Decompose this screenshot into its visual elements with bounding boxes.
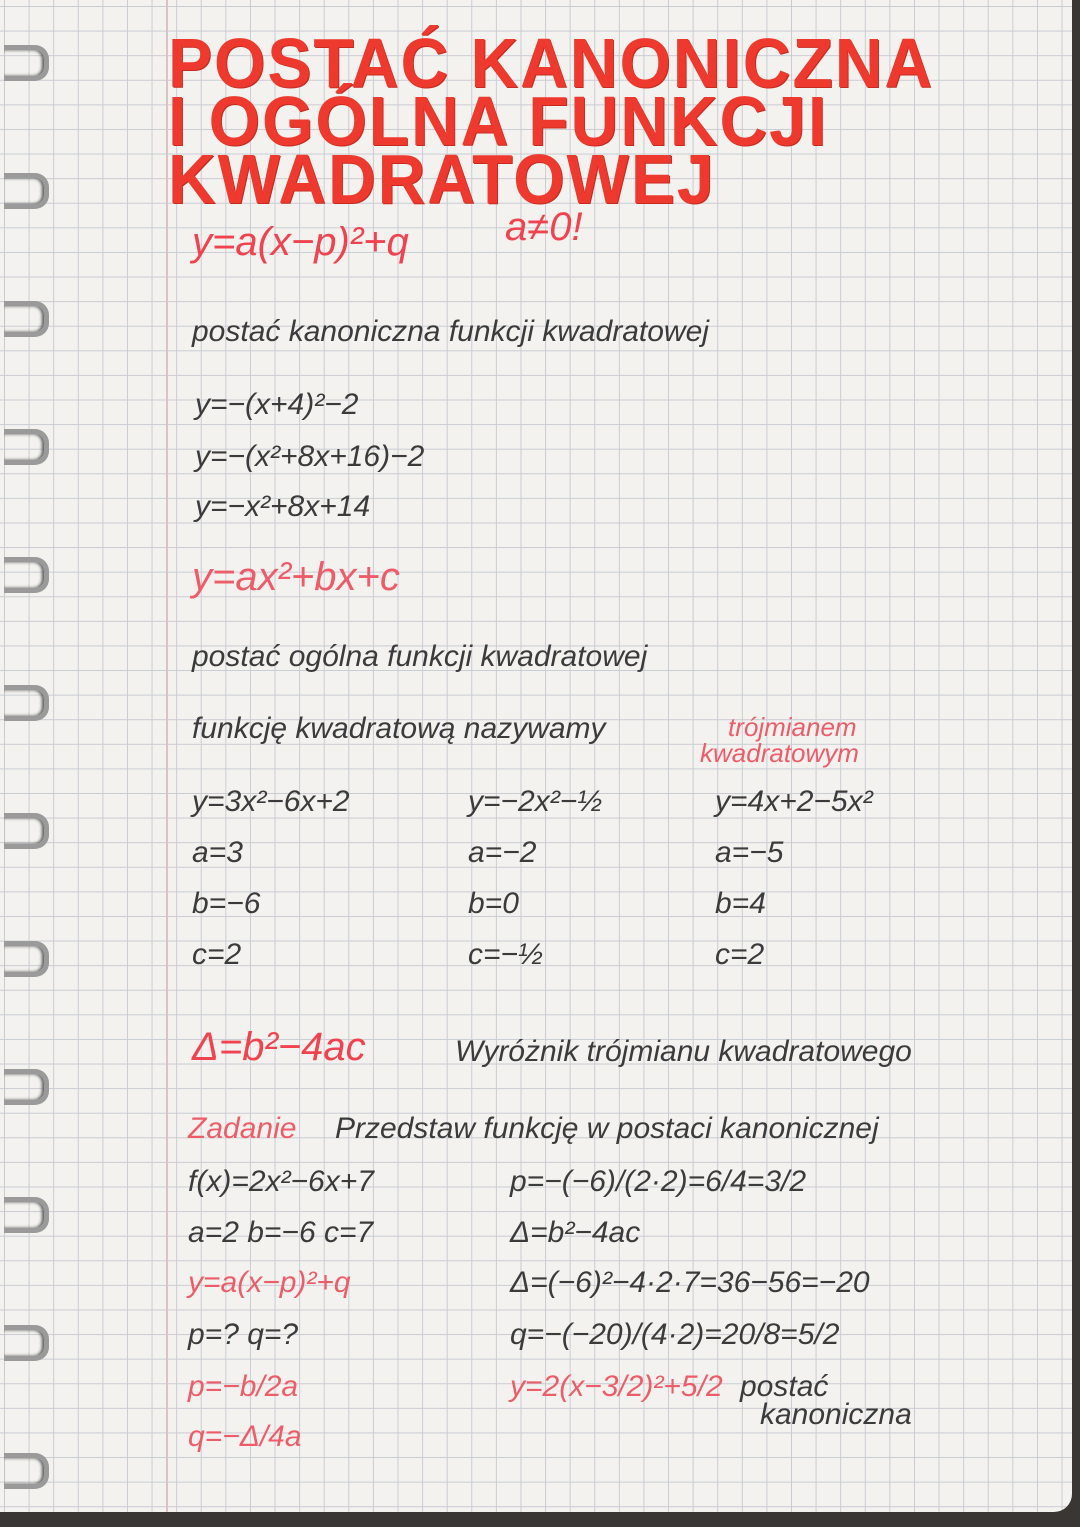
example-2-a: a=−2 xyxy=(468,836,537,869)
delta-formula: Δ=b²−4ac xyxy=(192,1025,366,1069)
canonical-example-3: y=−x²+8x+14 xyxy=(195,490,371,523)
spiral-ring xyxy=(4,813,49,849)
example-2-c: c=−½ xyxy=(468,938,544,971)
canonical-formula: y=a(x−p)²+q xyxy=(192,220,409,264)
title-line-2: I OGÓLNA FUNKCJI xyxy=(168,82,829,160)
example-1-a: a=3 xyxy=(192,836,243,869)
example-1-function: y=3x²−6x+2 xyxy=(192,785,350,818)
general-label: postać ogólna funkcji kwadratowej xyxy=(192,640,648,673)
task-q-formula: q=−Δ/4a xyxy=(188,1420,302,1453)
spiral-ring xyxy=(4,429,49,465)
task-result: y=2(x−3/2)²+5/2 xyxy=(510,1370,723,1403)
title-line-1: POSTAĆ KANONICZNA xyxy=(168,24,935,102)
example-2-function: y=−2x²−½ xyxy=(468,785,603,818)
example-1-c: c=2 xyxy=(192,938,242,971)
margin-line xyxy=(166,0,168,1512)
spiral-ring xyxy=(4,941,49,977)
example-3-b: b=4 xyxy=(715,887,766,920)
task-function: f(x)=2x²−6x+7 xyxy=(188,1165,374,1198)
task-result-label-2: kanoniczna xyxy=(760,1398,912,1431)
task-canonical-formula: y=a(x−p)²+q xyxy=(188,1266,351,1299)
task-delta-formula: Δ=b²−4ac xyxy=(510,1216,641,1249)
task-unknowns: p=? q=? xyxy=(188,1318,299,1351)
task-q-calc: q=−(−20)/(4·2)=20/8=5/2 xyxy=(510,1318,840,1351)
task-delta-calc: Δ=(−6)²−4·2·7=36−56=−20 xyxy=(510,1266,870,1299)
title-line-3: KWADRATOWEJ xyxy=(168,140,716,218)
spiral-ring xyxy=(4,1197,49,1233)
spiral-ring xyxy=(4,685,49,721)
task-p-formula: p=−b/2a xyxy=(188,1370,299,1403)
spiral-ring xyxy=(4,557,49,593)
spiral-ring xyxy=(4,45,49,81)
task-heading: Zadanie xyxy=(188,1112,297,1145)
task-p-calc: p=−(−6)/(2·2)=6/4=3/2 xyxy=(510,1165,807,1198)
example-3-function: y=4x+2−5x² xyxy=(715,785,873,818)
task-result-label-1: postać xyxy=(740,1370,829,1403)
canonical-example-1: y=−(x+4)²−2 xyxy=(195,388,359,421)
general-formula: y=ax²+bx+c xyxy=(192,555,400,599)
spiral-ring xyxy=(4,1453,49,1489)
task-coefficients: a=2 b=−6 c=7 xyxy=(188,1216,374,1249)
example-3-a: a=−5 xyxy=(715,836,784,869)
canonical-example-2: y=−(x²+8x+16)−2 xyxy=(195,440,425,473)
spiral-ring xyxy=(4,301,49,337)
spiral-ring xyxy=(4,173,49,209)
example-3-c: c=2 xyxy=(715,938,765,971)
task-instruction: Przedstaw funkcję w postaci kanonicznej xyxy=(335,1112,879,1145)
delta-label: Wyróżnik trójmianu kwadratowego xyxy=(455,1035,912,1068)
example-2-b: b=0 xyxy=(468,887,519,920)
example-1-b: b=−6 xyxy=(192,887,261,920)
general-sentence: funkcję kwadratową nazywamy xyxy=(192,712,606,745)
spiral-ring xyxy=(4,1069,49,1105)
spiral-ring xyxy=(4,1325,49,1361)
canonical-label: postać kanoniczna funkcji kwadratowej xyxy=(192,315,709,348)
term-line-1: trójmianem xyxy=(728,712,857,742)
canonical-condition: a≠0! xyxy=(505,205,583,249)
term-line-2: kwadratowym xyxy=(700,738,859,768)
